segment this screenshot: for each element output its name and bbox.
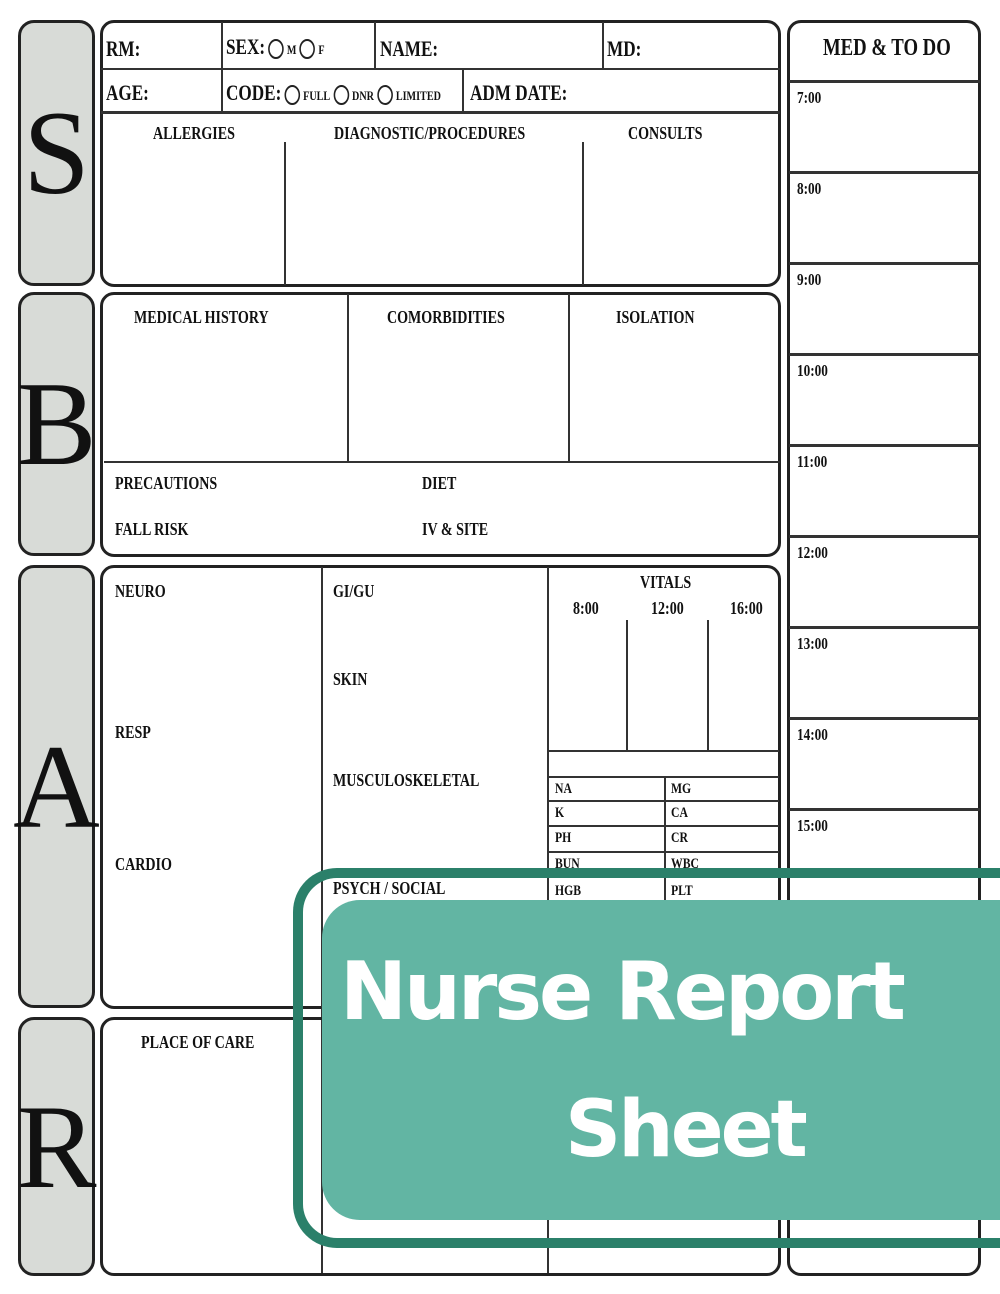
iv-site-label: IV & SITE (422, 519, 489, 539)
hour-divider (789, 353, 980, 356)
name-field[interactable]: NAME: (380, 36, 439, 61)
hour-divider (789, 626, 980, 629)
hour-slot-label: 10:00 (797, 361, 828, 380)
sbar-letter-a: A (18, 565, 95, 1008)
column-divider (347, 294, 349, 462)
lab-k: K (555, 805, 565, 821)
rm-field[interactable]: RM: (106, 36, 141, 61)
background-section (100, 292, 781, 557)
header-divider (101, 68, 780, 70)
fall-risk-label: FALL RISK (115, 519, 189, 539)
gigu-label: GI/GU (333, 581, 375, 601)
hour-divider (789, 808, 980, 811)
hour-slot-label: 8:00 (797, 179, 822, 198)
lab-wbc: WBC (671, 856, 699, 872)
header-divider (374, 22, 376, 69)
comorbidities-label: COMORBIDITIES (387, 307, 505, 327)
age-field[interactable]: AGE: (106, 80, 149, 105)
lab-plt: PLT (671, 883, 693, 899)
code-field[interactable] (226, 80, 441, 106)
diet-label: DIET (422, 473, 457, 493)
header-divider (101, 111, 780, 114)
sbar-letter-b: B (18, 292, 95, 556)
vitals-divider (626, 620, 628, 750)
sex-f-label: F (318, 42, 325, 57)
hour-divider (789, 717, 980, 720)
column-divider (568, 294, 570, 462)
cardio-label: CARDIO (115, 854, 172, 874)
skin-label: SKIN (333, 669, 368, 689)
lab-ph: PH (555, 830, 572, 846)
sex-label: SEX: (226, 34, 266, 59)
sbar-letter-s: S (18, 20, 95, 286)
sex-f-radio[interactable] (300, 39, 316, 59)
header-divider (221, 22, 223, 112)
sex-field[interactable] (226, 34, 325, 60)
vital-time: 16:00 (730, 598, 763, 618)
hour-slot-label: 13:00 (797, 634, 828, 653)
situation-section (100, 20, 781, 287)
vitals-label: VITALS (640, 572, 692, 592)
precautions-label: PRECAUTIONS (115, 473, 218, 493)
psych-social-label: PSYCH / SOCIAL (333, 878, 446, 898)
vital-time: 12:00 (651, 598, 684, 618)
medical-history-label: MEDICAL HISTORY (134, 307, 269, 327)
vital-time: 8:00 (573, 598, 599, 618)
sbar-letter-r: R (18, 1017, 95, 1276)
allergies-label: ALLERGIES (153, 123, 235, 143)
hour-divider (789, 444, 980, 447)
neuro-label: NEURO (115, 581, 166, 601)
cover-subtitle: Sheet (565, 1085, 805, 1175)
hour-slot-label: 11:00 (797, 452, 828, 471)
hour-slot-label: 15:00 (797, 816, 828, 835)
vitals-divider (707, 620, 709, 750)
header-divider (602, 22, 604, 69)
lab-mg: MG (671, 781, 692, 797)
lab-bun: BUN (555, 856, 580, 872)
sex-m-label: M (286, 42, 297, 57)
code-full-label: FULL (303, 88, 331, 103)
place-of-care-label: PLACE OF CARE (141, 1032, 255, 1052)
hour-slot-label: 9:00 (797, 270, 822, 289)
code-full-radio[interactable] (284, 85, 300, 105)
code-label: CODE: (226, 80, 282, 105)
hour-slot-label: 14:00 (797, 725, 828, 744)
column-divider (284, 142, 286, 285)
lab-row-divider (548, 750, 779, 752)
md-field[interactable]: MD: (607, 36, 642, 61)
hour-slot-label: 12:00 (797, 543, 828, 562)
hour-divider (789, 535, 980, 538)
diagnostic-label: DIAGNOSTIC/PROCEDURES (334, 123, 526, 143)
hour-divider (789, 80, 980, 83)
lab-hgb: HGB (555, 883, 582, 899)
lab-cr: CR (671, 830, 688, 846)
isolation-label: ISOLATION (616, 307, 695, 327)
hour-divider (789, 171, 980, 174)
consults-label: CONSULTS (628, 123, 703, 143)
musculoskeletal-label: MUSCULOSKELETAL (333, 770, 480, 790)
code-dnr-label: DNR (352, 88, 374, 103)
code-dnr-radio[interactable] (333, 85, 349, 105)
adm-date-field[interactable]: ADM DATE: (470, 80, 568, 105)
sex-m-radio[interactable] (268, 39, 284, 59)
row-divider (104, 461, 780, 463)
cover-title: Nurse Report (340, 945, 903, 1038)
lab-ca: CA (671, 805, 688, 821)
code-limited-radio[interactable] (377, 85, 393, 105)
resp-label: RESP (115, 722, 151, 742)
hour-slot-label: 7:00 (797, 88, 822, 107)
hour-divider (789, 262, 980, 265)
med-todo-title: MED & TO DO (823, 35, 951, 61)
lab-na: NA (555, 781, 572, 797)
column-divider (582, 142, 584, 285)
code-limited-label: LIMITED (395, 88, 441, 103)
header-divider (462, 69, 464, 112)
